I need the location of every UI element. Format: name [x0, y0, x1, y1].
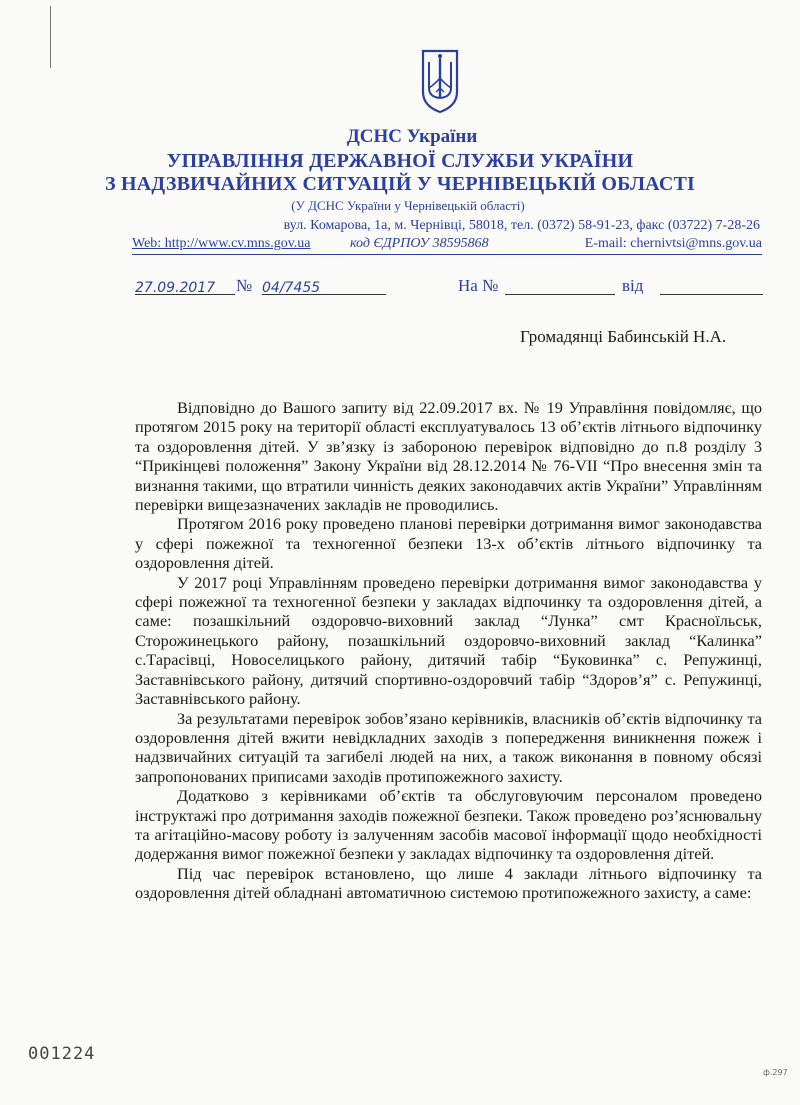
outgoing-number-field	[262, 276, 386, 295]
outgoing-date-field	[135, 276, 235, 295]
address-line: вул. Комарова, 1а, м. Чернівці, 58018, тел. (0372) 58-91-23, факс (03722) 7-28-26	[283, 218, 760, 233]
email-address[interactable]: E-mail: chernivtsi@mns.gov.ua	[584, 236, 762, 251]
reply-from-date-field	[660, 276, 763, 295]
header-divider	[132, 254, 762, 255]
body-paragraph: Протягом 2016 року проведено планові перевірки дотримання вимог законодавства у сфері пожежної та техногенної безпеки 13-х об’єктів літнього відпочинку та оздоровлення дітей.	[135, 514, 762, 573]
reply-to-number-field	[505, 276, 615, 295]
trident-emblem-icon	[420, 48, 460, 114]
recipient: Громадянці Бабинській Н.А.	[520, 327, 727, 346]
outgoing-number: 04/7455	[262, 280, 321, 296]
agency-name-line1: УПРАВЛІННЯ ДЕРЖАВНОЇ СЛУЖБИ УКРАЇНИ	[166, 150, 634, 172]
body-paragraph: Додатково з керівниками об’єктів та обслуговуючим персоналом проведено інструктажі про дотримання заходів пожежної безпеки. Також проведено роз’яснювальну та агітаційно-масову роботу із залученням засобів масової інформації щодо необхідності додержання вимог пожежної безпеки у закладах відпочинку та оздоровлення дітей.	[135, 786, 762, 864]
agency-abbreviation: (У ДСНС України у Чернівецькій області)	[291, 198, 525, 213]
agency-name-line2: З НАДЗВИЧАЙНИХ СИТУАЦІЙ У ЧЕРНІВЕЦЬКІЙ ОБЛАСТІ	[105, 173, 695, 195]
scan-edge-mark	[50, 6, 51, 68]
edrpou-code: код ЄДРПОУ 38595868	[350, 236, 489, 251]
serial-number: 001224	[28, 1044, 96, 1064]
body-paragraph: Під час перевірок встановлено, що лише 4 заклади літнього відпочинку та оздоровлення дітей обладнані автоматичною системою протипожежного захисту, а саме:	[135, 863, 762, 903]
reply-to-label: На №	[458, 276, 499, 295]
outgoing-date: 27.09.2017	[135, 280, 216, 296]
body-paragraph: У 2017 році Управлінням проведено перевірки дотримання вимог законодавства у сфері пожежної та техногенної безпеки у закладах відпочинку та оздоровлення дітей, а саме: позашкільний оздоровчо-виховний заклад “Лунка” смт Красноїльськ, Сторожинецького району, позашкільний оздоровчо-виховний заклад “Калинка” с.Тарасівці, Новоселицького району, дитячий табір “Буковинка” с. Репужинці, Заставнівського району, дитячий спортивно-оздоровчий табір “Здоров’я” с. Репужинці, Заставнівського району.	[135, 572, 762, 709]
agency-short-name: ДСНС України	[346, 126, 478, 147]
outgoing-number-label: №	[236, 276, 253, 295]
website-link[interactable]: Web: http://www.cv.mns.gov.ua	[132, 236, 311, 251]
body-paragraph: За результатами перевірок зобов’язано керівників, власників об’єктів відпочинку та оздоровлення дітей вжити невідкладних заходів з попередження виникнення пожеж і надзвичайних ситуацій та загибелі людей на них, а також виконання в повному обсязі запропонованих приписами заходів протипожежного захисту.	[135, 708, 762, 786]
form-code: ф.297	[763, 1068, 788, 1077]
body-paragraph: Відповідно до Вашого запиту від 22.09.2017 вх. № 19 Управління повідомляє, що протягом 2015 року на території області експлуатувалось 13 об’єктів літнього відпочинку та оздоровлення дітей. У зв’язку із забороною перевірок відповідно до п.8 розділу 3 “Прикінцеві положення” Закону України від 28.12.2014 № 76-VII “Про внесення змін та визнання такими, що втратили чинність деяких законодавчих актів України” Управлінням перевірки вищезазначених закладів не проводились.	[135, 398, 762, 515]
reply-from-label: від	[622, 276, 644, 295]
letter-body	[135, 398, 762, 903]
